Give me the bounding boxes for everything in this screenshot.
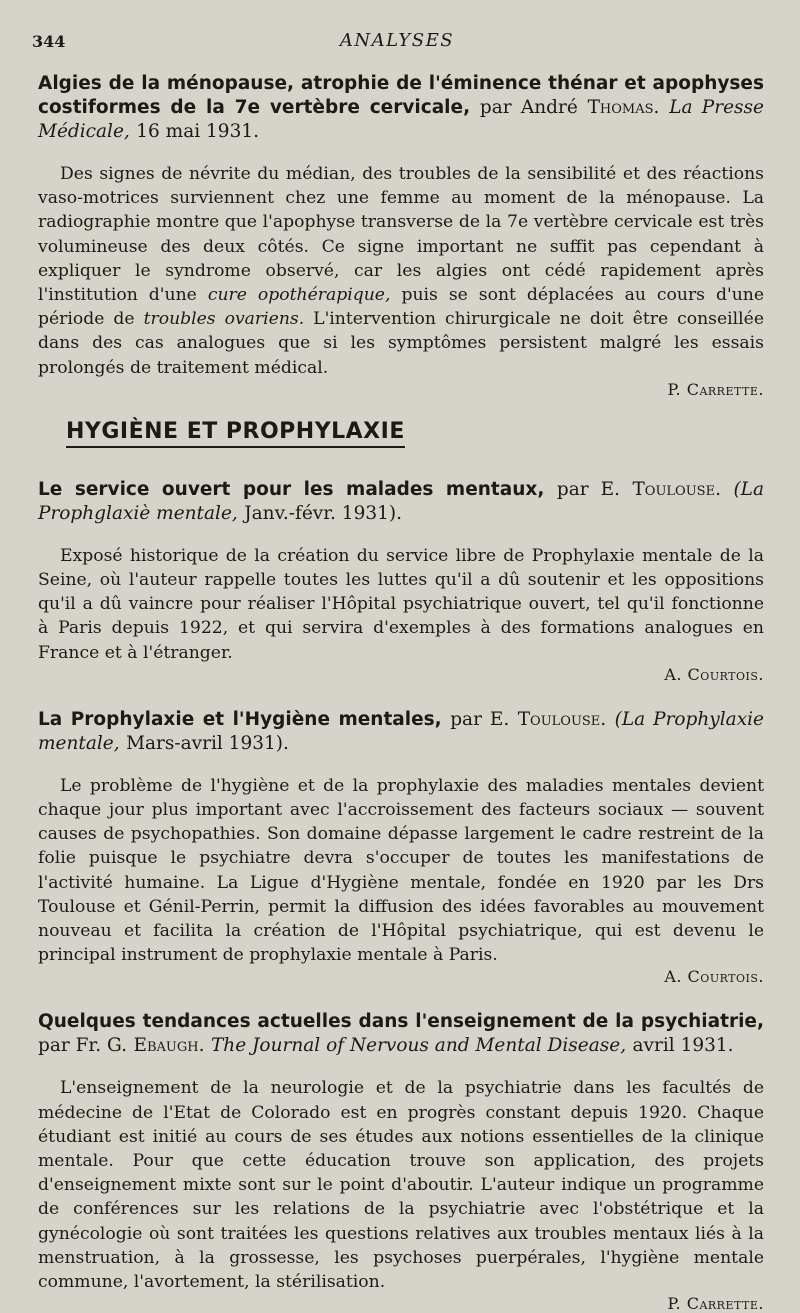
article-4-signature: P. Carrette. [667,1294,764,1313]
article-2-body [38,544,764,665]
article-4-date: avril 1931. [632,1035,734,1057]
article-2-title: Le service ouvert pour les malades mentaux, [38,478,545,500]
running-title: ANALYSES [339,30,455,51]
article-3-source: (La Prophylaxie mentale, [38,708,764,754]
article-1-body [38,162,764,380]
article-1-title: Algies de la ménopause, atrophie de l'éminence thénar et apophyses costiformes de la 7e vertèbre cervicale, [38,73,764,118]
article-3-author: Toulouse. [517,708,607,730]
article-2 [38,478,764,684]
section-heading: HYGIÈNE ET PROPHYLAXIE [66,419,405,448]
article-2-heading [38,478,764,526]
article-2-body-text: Exposé historique de la création du service libre de Prophylaxie mentale de la Seine, où l'auteur rappelle toutes les luttes qu'il a dû soutenir et les oppositions qu'il a dû vaincre pour réaliser l'Hôpital psychiatrique ouvert, tel qu'il fonctionne à Paris depuis 1922, et qui servira d'exemples à des formations analogues en France et à l'étranger. [38,545,764,663]
article-3-author-prefix: par E. [450,708,510,730]
article-4-author: Ebaugh. [133,1035,205,1057]
article-2-author-prefix: par E. [556,478,620,500]
article-2-signature: A. Courtois. [664,664,764,684]
article-3-heading [38,708,764,756]
article-1-body-part2: puis se sont déplacées au cours d'une période de [38,285,765,330]
article-3-title: La Prophylaxie et l'Hygiène mentales, [38,708,442,730]
article-1-source: La Presse Médicale, [38,97,764,142]
article-3-body [38,774,764,968]
article-3-body-text: Le problème de l'hygiène et de la prophylaxie des maladies mentales devient chaque jour plus important avec l'accroissement des facteurs sociaux — souvent causes de psychopathies. Son domaine dépasse largement le cadre restreint de la folie puisque le psychiatre devra s'occuper de toutes les manifestations de l'activité humaine. La Ligue d'Hygiène mentale, fondée en 1920 par les Drs Toulouse et Génil-Perrin, permit la diffusion des idées favorables au mouvement nouveau et facilita la création de l'Hôpital psychiatrique, qui est devenu le principal instrument de prophylaxie mentale à Paris. [38,775,764,966]
article-1-date: 16 mai 1931. [136,121,260,142]
page-header [32,30,762,58]
article-2-author: Toulouse. [632,478,721,500]
article-4-heading [38,1010,764,1058]
article-2-date: Janv.-févr. 1931). [244,502,402,524]
article-3 [38,708,764,987]
article-4-title: Quelques tendances actuelles dans l'enseignement de la psychiatrie, [38,1011,764,1033]
article-3-signature: A. Courtois. [664,967,764,987]
article-4 [38,1010,764,1313]
article-1-body-part1: Des signes de névrite du médian, des troubles de la sensibilité et des réactions vaso-motrices surviennent chez une femme au moment de la ménopause. La radiographie montre que l'apophyse transverse de la 7e vertèbre cervicale est très volumineuse des deux côtés. Ce signe important ne suffit pas cependant à expliquer le syndrome observé, car les algies ont cédé rapidement après l'institution d'une [38,164,764,306]
article-1-body-part3: L'intervention chirurgicale ne doit être conseillée dans des cas analogues que si les symptômes persistent malgré les essais prolongés de traitement médical. [38,309,764,378]
article-1-heading [38,72,764,144]
article-4-body-text: L'enseignement de la neurologie et de la psychiatrie dans les facultés de médecine de l'Etat de Colorado est en progrès constant depuis 1920. Chaque étudiant est initié au cours de ses études aux notions essentielles de la clinique mentale. Pour que cette éducation trouve son application, des projets d'enseignement mixte sont sur le point d'aboutir. L'auteur indique un programme de conférences sur les relations de la psychiatrie avec l'obstétrique et la gynécologie où sont traitées les questions relatives aux troubles mentaux liés à la menstruation, à la grossesse, les psychoses puerpérales, l'hygiène mentale commune, l'avortement, la stérilisation. [38,1078,764,1293]
article-1-signature: P. Carrette. [667,379,764,399]
page-content [38,72,764,1313]
article-4-source: The Journal of Nervous and Mental Disease, [210,1035,627,1057]
article-2-source: (La Prophglaxiè mentale, [38,478,765,524]
article-1-author-prefix: par André [479,97,578,118]
article-1 [38,72,764,399]
article-4-author-prefix: par Fr. G. [38,1035,128,1057]
article-1-body-em2: troubles ovariens. [143,309,305,330]
article-1-body-em1: cure opothérapique, [207,285,391,306]
page-number: 344 [32,32,66,51]
article-1-author: Thomas. [587,97,660,118]
article-4-body [38,1076,764,1294]
article-3-date: Mars-avril 1931). [126,732,289,754]
